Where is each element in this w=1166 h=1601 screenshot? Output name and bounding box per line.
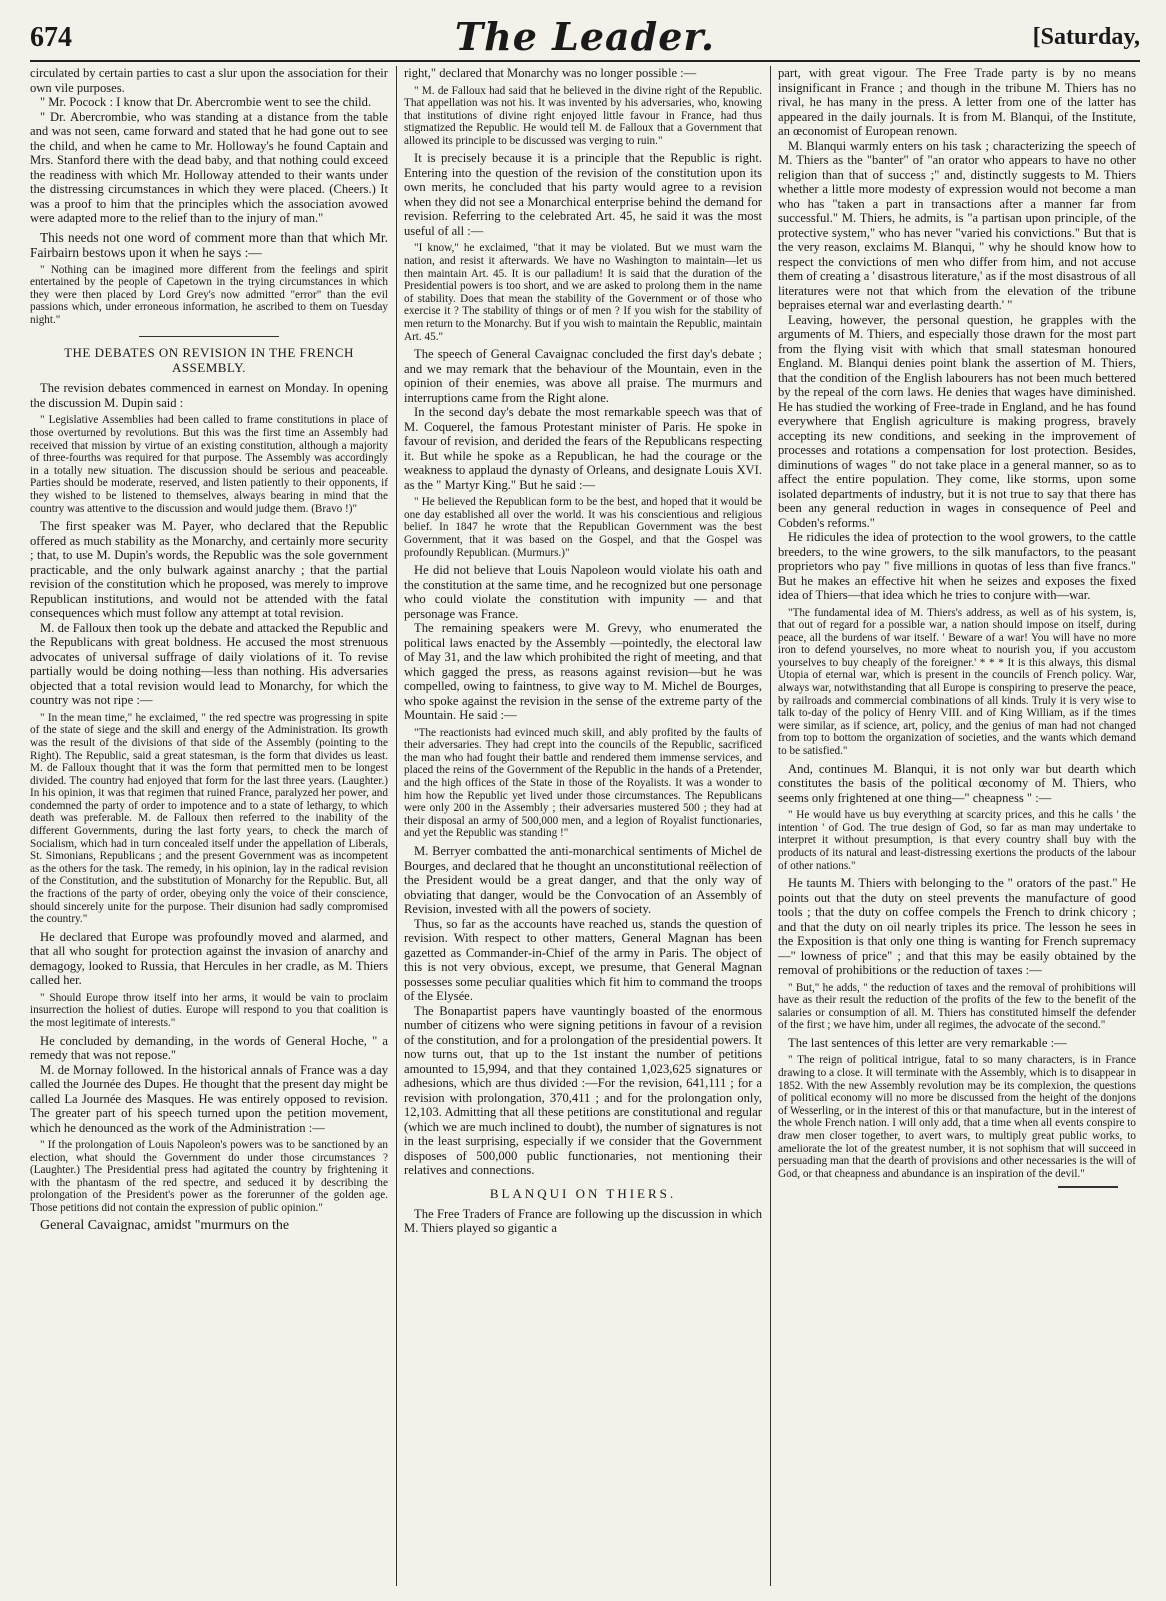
column-rule	[770, 66, 771, 1586]
issue-day: [Saturday,	[1032, 24, 1140, 50]
paragraph: M. de Mornay followed. In the historical annals of France was a day called the Journée des Dupes. He thought that the present day might be called La Journée des Masques. He was entirely opposed to revision. The greater part of his speech turned upon the petition movement, which he denounced as the work of the Administration :—	[30, 1062, 388, 1135]
section-heading: THE DEBATES ON REVISION IN THE FRENCH ASSEMBLY.	[64, 345, 354, 376]
paragraph: Leaving, however, the personal question, he grapples with the arguments of M. Thiers, and especially those drawn for the most part from the flying visit with which that small statesman honoured England. M. Blanqui denies point blank the assertion of M. Thiers, that the condition of the English labourers has not been much bettered by the repeal of the corn laws. He denies that wages have diminished. He has studied the working of Free-trade in England, and he has found everywhere that English agriculture is making progress, bravely accepting its new conditions, and seeking in the improvement of processes and rotations a compensation for lost protection. Besides, diminutions of wages " do not take place in a general manner, so as to affect the entire population. They come, like storms, upon some isolated departments of industry, but it is not true to say that there has been any general reduction in wages in consequence of Peel and Cobden's reforms."	[778, 312, 1136, 530]
paragraph: circulated by certain parties to cast a slur upon the association for their own vile purposes.	[30, 66, 388, 95]
paragraph: M. Blanqui warmly enters on his task ; characterizing the speech of M. Thiers as the "banter" of "an orator who appears to have no other religion than that of success ;" and, distinctly suggests to M. Thiers whether a little more modesty of expression would not become a man who has "taken a part in transactions after a manner far from successful." M. Thiers, he admits, is "a partisan upon principle, of the protective system," who has never "varied his convictions." But that is the very reason, exclaims M. Blanqui, " why he should know how to respect the convictions of men who differ from him, and not accuse them of creating a ' disastrous literature,' as if the most disastrous of all literatures were not that which from the elevation of the tribune bepraises eternal war and everlasting dearth.' "	[778, 138, 1136, 312]
quotation: " M. de Falloux had said that he believed in the divine right of the Republic. That appellation was not his. It was invented by his adversaries, who, knowing that institutions of divine right enjoyed little favour in France, had thus stigmatized the Republic. He would tell M. de Falloux that a Government that allowed its principle to be discussed was verging to ruin."	[404, 84, 762, 147]
paragraph: He taunts M. Thiers with belonging to the " orators of the past." He points out that the duty on steel prevents the manufacture of good tools ; that the duty on coffee compels the French to drink chicory ; and that the duty on oil nearly triples its price. The lesson he sees in the Exposition is that only one thing is wanting for French supremacy—" lowness of price" ; and that this may be easily obtained by the removal of prohibitions or the reduction of taxes :—	[778, 876, 1136, 978]
quotation: " Legislative Assemblies had been called to frame constitutions in place of those overturned by revolutions. But this was the first time an Assembly had received that mission by virtue of an existing constitution, although a majority of three-fourths was required for that purpose. The Assembly was accordingly in a totally new situation. The discussion should be serious and peaceable. Parties should be moderate, reserved, and listen patiently to their opponents, if they wished to be listened to themselves, always bearing in mind that the country was attentive to the discussion and would judge them. (Bravo !)"	[30, 414, 388, 515]
paragraph: He ridicules the idea of protection to the wool growers, to the cattle breeders, to the wine growers, to the silk manufactors, to the peasant proprietors who pay " five millions in quotas of less than five francs." But he makes an effective hit when he seizes and exposes the fixed idea of Thiers—that idea which he tries to conjure with—war.	[778, 530, 1136, 602]
paragraph: " Mr. Pocock : I know that Dr. Abercrombie went to see the child.	[40, 95, 372, 109]
column-1	[30, 66, 388, 1591]
paragraph: The speech of General Cavaignac concluded the first day's debate ; and we may remark that the behaviour of the Mountain, even in the opinion of their enemies, was above all praise. The murmurs and interruptions came from the Right alone.	[404, 347, 762, 405]
paragraph: He declared that Europe was profoundly moved and alarmed, and that all who sought for protection against the invasion of anarchy and demagogy, looked to Russia, that Hercules in her cradle, as M. Thiers called her.	[30, 929, 388, 988]
paragraph: The Bonapartist papers have vauntingly boasted of the enormous number of citizens who were signing petitions in favour of a revision of the constitution, and for a prolongation of the presidential powers. It now turns out, that up to the 1st instant the number of petitions amounted to 15,994, and that they contained 1,023,625 signatures or adhesions, which are thus divided :—For the revision, 641,111 ; for a revision with prolongation, 370,411 ; and for the prolongation only, 12,103. Admitting that all these petitions are constitutional and regular (which we are much inclined to doubt), the number of signatures is not in the least surprising, especially if we consider that the Government disposes of 500,000 public functionaries, not mentioning their relatives and connections.	[404, 1003, 762, 1178]
quotation: " If the prolongation of Louis Napoleon's powers was to be sanctioned by an election, what should the Government do under those circumstances ? (Laughter.) The Presidential press had agitated the country by frightening it with the phantasm of the red spectre, and seduced it by describing the prolongation of the President's power as the forerunner of the golden age. Those petitions did not contain the expression of public opinion."	[30, 1139, 388, 1215]
end-rule	[1058, 1186, 1118, 1188]
paragraph: General Cavaignac, amidst "murmurs on the	[40, 1217, 290, 1233]
quotation: "I know," he exclaimed, "that it may be violated. But we must warn the nation, and resist it afterwards. We have no Washington to maintain—let us then maintain Art. 45. It is our palladium! It is said that the duration of the Presidential powers is too short, and we are asked to prolong them in the name of stability. Does that mean the stability of the Government or of those who exercise it ? The stability of things or of men ? If you wish for the stability of men return to the Monarchy. But if you wish to maintain the Republic, maintain Art. 45."	[404, 242, 762, 343]
paragraph: part, with great vigour. The Free Trade party is by no means insignificant in France ; and though in the tribune M. Thiers has no rival, he has many in the press. A letter from one of the latter has appeared in the daily journals. It is from M. Blanqui, of the Institute, an œconomist of European renown.	[778, 66, 1136, 138]
newspaper-title: The Leader.	[454, 14, 716, 59]
quotation: " But," he adds, " the reduction of taxes and the removal of prohibitions will have as their result the reduction of the profits of the few to the benefit of the salaries or consumption of all. M. Thiers has constituted himself the defender of the first ; we have him, under all regimes, the advocate of the second."	[778, 981, 1136, 1032]
page-number: 674	[30, 22, 72, 53]
masthead	[30, 14, 1140, 62]
quotation: " Should Europe throw itself into her arms, it would be vain to proclaim insurrection the holiest of duties. Europe will respond to you that coalition is the most legitimate of interests."	[30, 991, 388, 1029]
paragraph: He did not believe that Louis Napoleon would violate his oath and the constitution at the same time, and he recognized but one personage who could violate the constitution with impunity — and that personage was France.	[404, 563, 762, 621]
section-heading: BLANQUI ON THIERS.	[489, 1185, 677, 1201]
paragraph: This needs not one word of comment more than that which Mr. Fairbairn bestows upon it when he says :—	[30, 229, 388, 260]
paragraph: It is precisely because it is a principle that the Republic is right. Entering into the question of the revision of the constitution upon its own merits, he concluded that his party would agree to a revision when they did not see a Monarchical enterprise behind the demand for revision. Referring to the celebrated Art. 45, he said it was the most useful of all :—	[404, 151, 762, 238]
column-rule	[396, 66, 397, 1586]
quotation: "The fundamental idea of M. Thiers's address, as well as of his system, is, that out of regard for a possible war, a nation should impose on itself, during peace, all the burdens of war itself. ' Beware of a war! You will have no more iron to defend yourselves, no more wheat to nourish you, if you accustom yourselves to buy cheaply of the foreigner.' * * * It is this always, this dismal Utopia of eternal war, which is present in the councils of French policy. War, always war, notwithstanding that all Europe is conspiring to preserve the peace, by railroads and commercial combinations of all kinds. Truly it is very wise to talk to-day of the policy of Henry VIII. and of King William, as if the times were similar, as if science, art, policy, and the genius of man had not changed from top to bottom the organization of societies, and the wants which demand to be satisfied."	[778, 606, 1136, 758]
paragraph: M. de Falloux then took up the debate and attacked the Republic and the Republicans with great boldness. He accused the most strenuous advocates of universal suffrage of daily violations of it. To revise partially would be doing nothing—less than nothing. His adversaries objected that a total revision would lead to Monarchy, for which the country was not ripe :—	[30, 620, 388, 708]
paragraph: In the second day's debate the most remarkable speech was that of M. Coquerel, the famous Protestant minister of Paris. He spoke in favour of revision, and derided the fears of the Republicans respecting it. But while he spoke as a Republican, he had the courage or the weakness to applaud the dynasty of Orleans, and designate Louis XVI. as the " Martyr King." But he said :—	[404, 405, 762, 492]
paragraph: The remaining speakers were M. Grevy, who enumerated the political laws enacted by the Assembly —pointedly, the electoral law of May 31, and the law which prohibited the right of meeting, and that which gagged the press, as reasons against revision—but he was compelled, owing to faintness, to give way to M. Michel de Bourges, who spoke against the revision in the sense of the extreme party of the Mountain. He said :—	[404, 621, 762, 723]
paragraph: M. Berryer combatted the anti-monarchical sentiments of Michel de Bourges, and declared that he thought an unconstitutional reëlection of the President would be a great danger, and that the only way of obviating that danger, would be the Convocation of an Assembly of Revision, invested with all the powers of society.	[404, 844, 762, 917]
paragraph: right," declared that Monarchy was no longer possible :—	[404, 66, 697, 80]
quotation: "The reactionists had evinced much skill, and ably profited by the faults of their adversaries. They had crept into the councils of the Republic, sacrificed the man who had fought their battle and rendered them immense services, and placed the reins of the Government of the Republic in the hands of a Pretender, and the high offices of the State in those of the Royalists. It was a wonder to him how the Republic yet lived under those circumstances. The Republicans were only 200 in the Assembly ; their adversaries mustered 500 ; they had at their disposal an army of 500,000 men, and a legion of Royalist functionaries, and yet the Republic was standing !"	[404, 726, 762, 840]
quotation: " He believed the Republican form to be the best, and hoped that it would be one day established all over the world. It was his conscientious and religious belief. In 1847 he wrote that the Republican Government was the best Government, that it was based on the Gospel, and that the Gospel was profoundly Republican. (Murmurs.)"	[404, 496, 762, 559]
quotation: " Nothing can be imagined more different from the feelings and spirit entertained by the people of Capetown in the trying circumstances in which they were then placed by Lord Grey's now admitted "error" than the evil passions which, under erroneous information, he ascribed to them on Tuesday night."	[30, 263, 388, 326]
quotation: " He would have us buy everything at scarcity prices, and this he calls ' the intention ' of God. The true design of God, so far as man may undertake to interpret it without presumption, is that every country shall buy with the products of its natural and least-distressing exertions the products of the labour of other nations."	[778, 809, 1136, 872]
quotation: " In the mean time," he exclaimed, " the red spectre was progressing in spite of the state of siege and the skill and energy of the Administration. Its growth was the result of the divisions of that side of the Assembly (pointing to the Right). The Republic, said a great statesman, is the form that divides us least. M. de Falloux thought that it was the form that permitted men to be longest divided. The country had enjoyed that form for the last three years. (Laughter.) In his opinion, it was that regimen that ruined France, paralyzed her power, and condemned the party of order to impotence and to a state of lethargy, to which death was preferable. M. de Falloux then referred to the inability of the different Governments, during the last forty years, to check the march of Socialism, which had in turn concealed itself under the appellation of Liberals, St. Simonians, Republicans ; and the present Government was as incompetent as the others for the task. The remedy, in his opinion, lay in the radical revision of the Constitution, and the substitution of Monarchy for the Republic. But, all the fractions of the party of order, obeying only the voice of their conscience, should sincerely unite for the purpose. Their disunion had sadly compromised the country."	[30, 711, 388, 926]
column-2	[404, 66, 762, 1591]
paragraph: " Dr. Abercrombie, who was standing at a distance from the table and was not seen, came forward and stated that he had gone out to see the child, and when he came to Mr. Holloway's he found Captain and Mrs. Stanford there with the dead baby, and that nothing could exceed the readiness with which Mr. Holloway attended to their wants under the distressing circumstances in which they were placed. (Cheers.) It was a proof to him that the principles which the association avowed were adapted more to the relief than to the injury of man."	[30, 109, 388, 225]
section-divider	[139, 336, 279, 337]
paragraph: The revision debates commenced in earnest on Monday. In opening the discussion M. Dupin said :	[30, 381, 388, 410]
quotation: " The reign of political intrigue, fatal to so many characters, is in France drawing to a close. It will terminate with the Assembly, which is to disappear in 1852. With the new Assembly revolution may be its complexion, the questions of political economy will no more be discussed from the height of the donjons of Wesserling, or in the interest of this or that manufacture, but in the interest of the whole French nation. I will only add, that a time when all events conspire to draw men closer together, to avert wars, to multiply great public works, to ameliorate the lot of the greatest number, it is not sophism that will succeed in persuading man that the dearth of provisions and other necessaries is the will of God, or that cheapness and abundance is an inspiration of the devil."	[778, 1054, 1136, 1180]
column-3	[778, 66, 1136, 1591]
paragraph: Thus, so far as the accounts have reached us, stands the question of revision. With respect to other matters, General Magnan has been gazetted as Commander-in-Chief of the army in Paris. The object of this is not very obvious, except, we presume, that General Magnan possesses some peculiar qualities which fit him to command the troops of the Elysée.	[404, 916, 762, 1004]
paragraph: And, continues M. Blanqui, it is not only war but dearth which constitutes the basis of the political œconomy of M. Thiers, who seems only frightened at one thing—" cheapness " :—	[778, 761, 1136, 805]
paragraph: He concluded by demanding, in the words of General Hoche, " a remedy that was not repose."	[30, 1033, 388, 1063]
paragraph: The Free Traders of France are following up the discussion in which M. Thiers played so gigantic a	[404, 1206, 762, 1236]
paragraph: The first speaker was M. Payer, who declared that the Republic offered as much stability as the Monarchy, and certainly more security ; that, to use M. Dupin's words, the Republic was the sole government practicable, and the only bulwark against anarchy ; that the partial revision of the constitution which he proposed, was merely to improve Republican institutions, and would not be attended with the fatal consequences which must follow any attempt at total revision.	[30, 519, 388, 621]
paragraph: The last sentences of this letter are very remarkable :—	[788, 1035, 1067, 1050]
